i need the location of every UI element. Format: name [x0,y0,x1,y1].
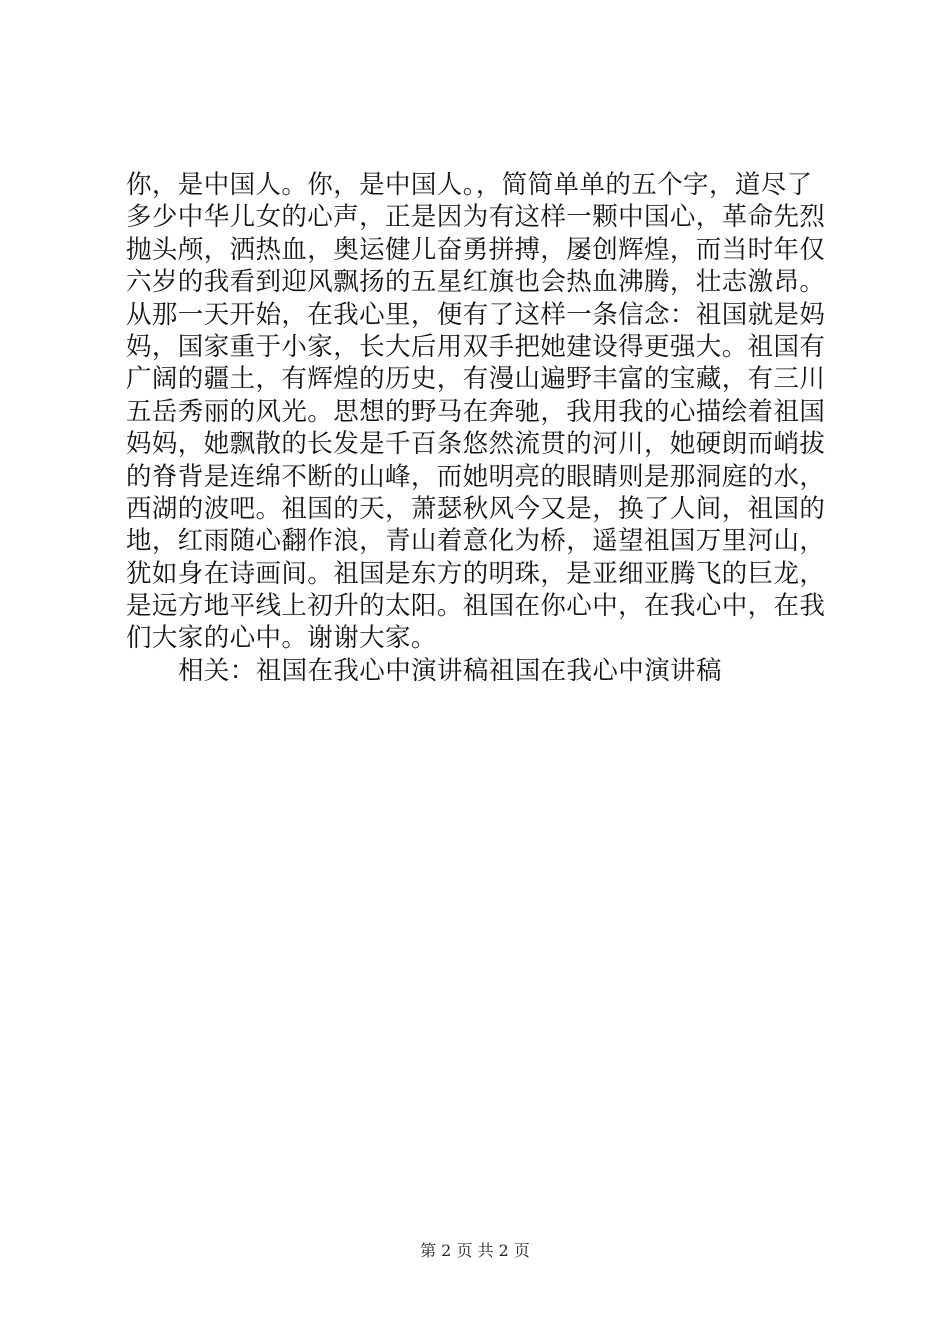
text-line: 犹如身在诗画间。祖国是东方的明珠，是亚细亚腾飞的巨龙， [126,558,826,589]
text-line: 们大家的心中。谢谢大家。 [126,623,437,654]
text-line: 妈，国家重于小家，长大后用双手把她建设得更强大。祖国有 [126,331,826,362]
text-line: 西湖的波吧。祖国的天，萧瑟秋风今又是，换了人间，祖国的 [126,493,826,524]
text-line: 从那一天开始，在我心里，便有了这样一条信念：祖国就是妈 [126,299,826,330]
text-line: 五岳秀丽的风光。思想的野马在奔驰，我用我的心描绘着祖国 [126,396,826,427]
text-line: 你，是中国人。你，是中国人。，简简单单的五个字，道尽了 [126,170,813,200]
text-line: 多少中华儿女的心声，正是因为有这样一颗中国心，革命先烈 [126,202,826,233]
text-line: 妈妈，她飘散的长发是千百条悠然流贯的河川，她硬朗而峭拔 [126,429,826,460]
text-line: 的脊背是连绵不断的山峰，而她明亮的眼睛则是那洞庭的水， [126,461,826,492]
text-line: 广阔的疆土，有辉煌的历史，有漫山遍野丰富的宝藏，有三川 [126,364,826,395]
text-line: 六岁的我看到迎风飘扬的五星红旗也会热血沸腾，壮志激昂。 [126,267,826,298]
text-line: 地，红雨随心翻作浪，青山着意化为桥，遥望祖国万里河山， [126,526,826,557]
speech-body [126,169,836,687]
text-line: 是远方地平线上初升的太阳。祖国在你心中，在我心中，在我 [126,591,826,622]
related-line: 相关：祖国在我心中演讲稿祖国在我心中演讲稿 [178,655,722,686]
text-line: 抛头颅，洒热血，奥运健儿奋勇拼搏，屡创辉煌，而当时年仅 [126,234,826,265]
page-footer: 第 2 页 共 2 页 [420,1241,530,1260]
